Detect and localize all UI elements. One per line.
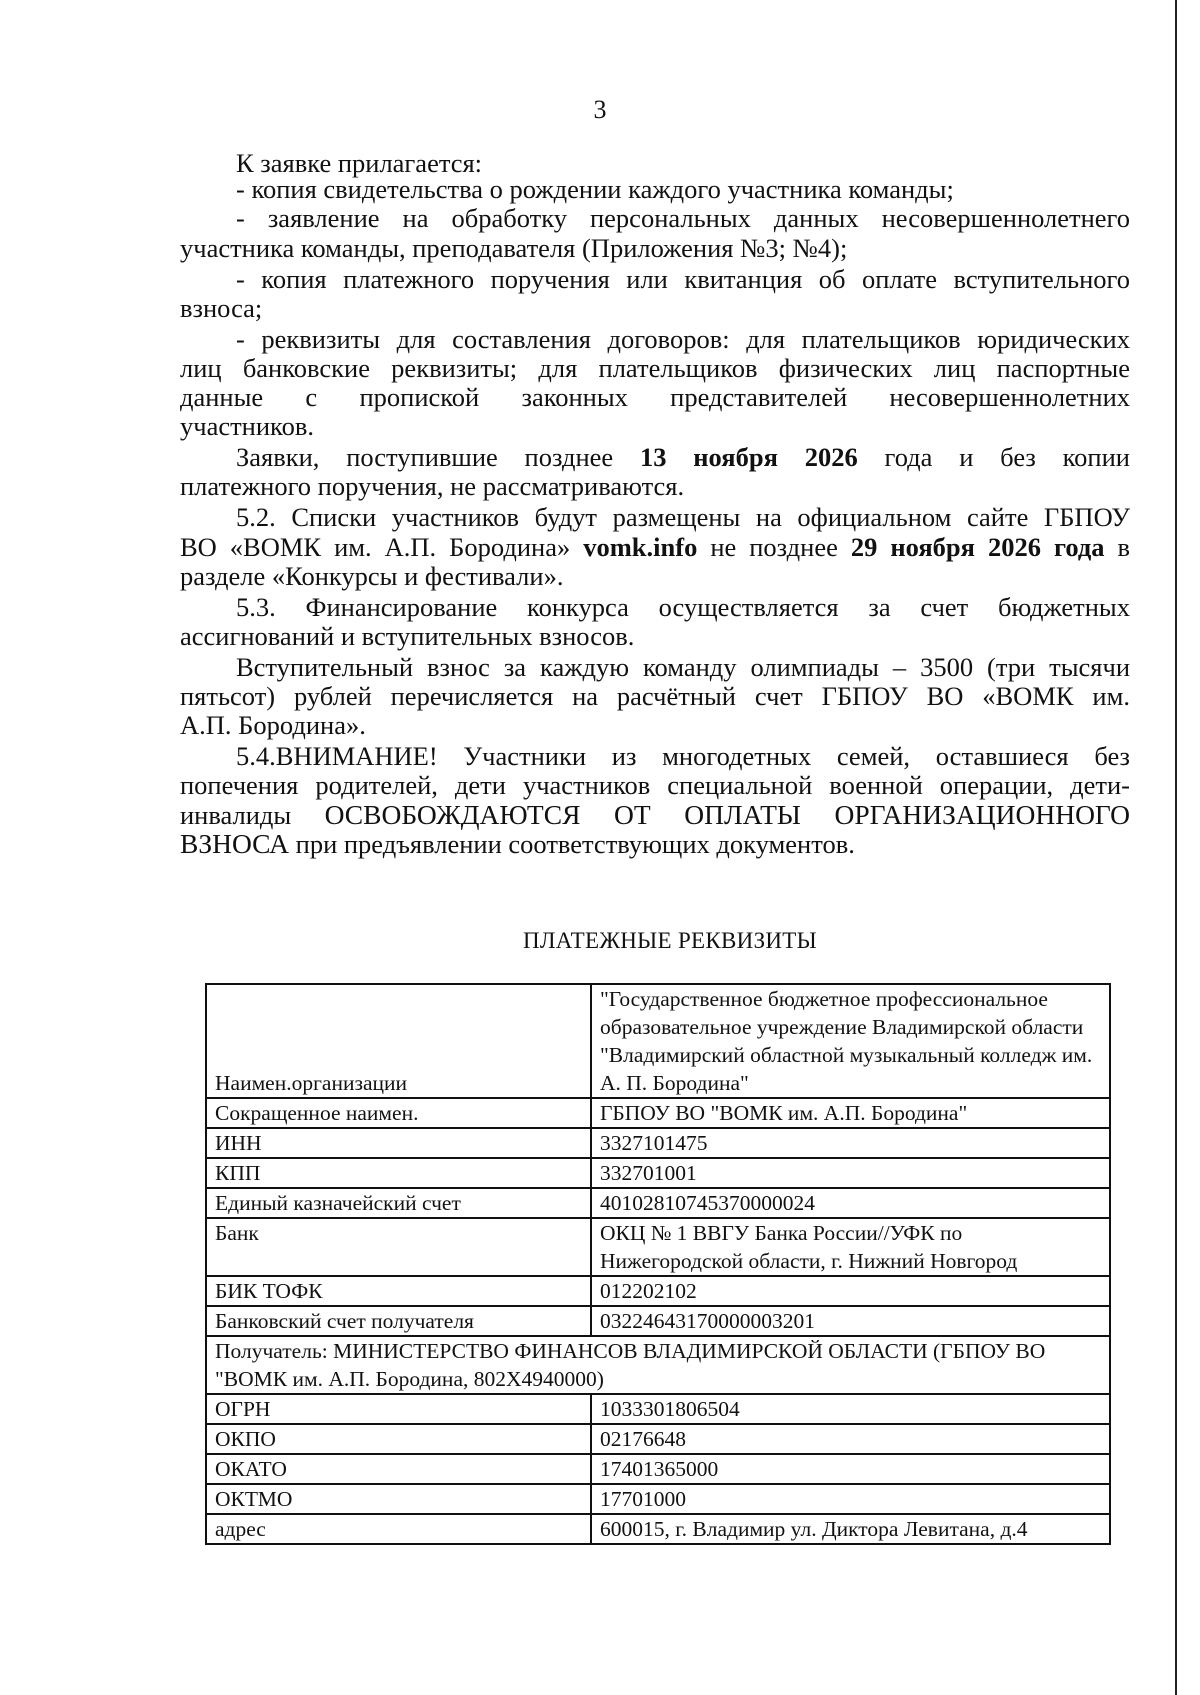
requisite-value: ОКЦ № 1 ВВГУ Банка России//УФК по Нижегородской области, г. Нижний Новгород bbox=[591, 1218, 1110, 1276]
requisite-value: 17701000 bbox=[591, 1484, 1110, 1514]
text-segment: не позднее bbox=[697, 532, 851, 562]
text-segment: 5.4.ВНИМАНИЕ! Участники из многодетных семей, оставшиеся без bbox=[236, 741, 1130, 771]
text-segment: данные с пропиской законных представителей несовершеннолетних bbox=[180, 382, 1130, 412]
exemption-notice: ВЗНОСА bbox=[180, 828, 290, 859]
section-5-4-cont bbox=[180, 769, 1130, 801]
section-5-2-cont bbox=[180, 531, 1130, 563]
text-segment: года и без копии bbox=[857, 442, 1130, 472]
requisite-label: ОКТМО bbox=[206, 1484, 591, 1514]
requisite-value: 600015, г. Владимир ул. Диктора Левитана, д.4 bbox=[591, 1514, 1110, 1544]
attachment-item-consent-cont bbox=[180, 232, 1130, 264]
deadline-paragraph-cont bbox=[180, 470, 1130, 502]
text-segment: К заявке прилагается: bbox=[236, 148, 483, 178]
attachment-item-requisites-cont bbox=[180, 352, 1130, 384]
text-segment: инвалиды bbox=[180, 800, 325, 830]
requisite-value: 332701001 bbox=[591, 1158, 1110, 1188]
requisite-value: 03224643170000003201 bbox=[591, 1306, 1110, 1336]
section-5-4-cont bbox=[180, 828, 1130, 860]
text-segment: взноса; bbox=[180, 293, 263, 323]
table-row bbox=[206, 1128, 1110, 1158]
text-segment: - реквизиты для составления договоров: для плательщиков юридических bbox=[236, 324, 1130, 354]
requisite-value: 02176648 bbox=[591, 1424, 1110, 1454]
requisite-label: Единый казначейский счет bbox=[206, 1188, 591, 1218]
recipient-full-row: Получатель: МИНИСТЕРСТВО ФИНАНСОВ ВЛАДИМИРСКОЙ ОБЛАСТИ (ГБПОУ ВО "ВОМК им. А.П. Бородина, 802Х4940000) bbox=[206, 1336, 1110, 1394]
fee-paragraph bbox=[236, 651, 1130, 683]
requisite-label: ОКПО bbox=[206, 1424, 591, 1454]
payment-requisites-table bbox=[205, 983, 1111, 1545]
table-row bbox=[206, 1218, 1110, 1276]
attachment-item-birth-certificate bbox=[236, 173, 1130, 205]
attachment-item-requisites-cont bbox=[180, 410, 1130, 442]
text-segment: - заявление на обработку персональных данных несовершеннолетнего bbox=[236, 203, 1130, 233]
website-link: vomk.info bbox=[583, 532, 698, 562]
requisite-value: "Государственное бюджетное профессиональное образовательное учреждение Владимирской области "Владимирский областной музыкальный колледж им. А. П. Бородина" bbox=[591, 984, 1110, 1098]
text-segment: пятьсот) рублей перечисляется на расчётный счет ГБПОУ ВО «ВОМК им. bbox=[180, 681, 1130, 711]
exemption-notice: ОСВОБОЖДАЮТСЯ ОТ ОПЛАТЫ ОРГАНИЗАЦИОННОГО bbox=[324, 799, 1130, 830]
text-segment: лиц банковские реквизиты; для плательщиков физических лиц паспортные bbox=[180, 353, 1130, 383]
deadline-date: 13 ноября 2026 bbox=[639, 442, 858, 472]
table-row bbox=[206, 1514, 1110, 1544]
text-segment: при предъявлении соответствующих документов. bbox=[289, 829, 855, 859]
attachment-item-payment-copy-cont bbox=[180, 292, 1130, 324]
requisite-label: Банковский счет получателя bbox=[206, 1306, 591, 1336]
requisite-label: Сокращенное наимен. bbox=[206, 1098, 591, 1128]
text-segment: ассигнований и вступительных взносов. bbox=[180, 621, 635, 651]
payment-requisites-title: ПЛАТЕЖНЫЕ РЕКВИЗИТЫ bbox=[522, 928, 818, 953]
requisite-value: 012202102 bbox=[591, 1276, 1110, 1306]
section-5-2 bbox=[236, 501, 1130, 533]
table-row bbox=[206, 1276, 1110, 1306]
table-row bbox=[206, 1394, 1110, 1424]
text-segment: 5.2. Списки участников будут размещены на официальном сайте ГБПОУ bbox=[236, 502, 1130, 532]
page-number: 3 bbox=[593, 95, 607, 124]
text-segment: попечения родителей, дети участников специальной военной операции, дети- bbox=[180, 770, 1130, 800]
text-segment: Заявки, поступившие позднее bbox=[236, 442, 640, 472]
requisite-value: 3327101475 bbox=[591, 1128, 1110, 1158]
requisite-label: КПП bbox=[206, 1158, 591, 1188]
attachment-item-payment-copy bbox=[236, 263, 1130, 295]
table-row bbox=[206, 1424, 1110, 1454]
fee-paragraph-cont bbox=[180, 680, 1130, 712]
table-row bbox=[206, 1484, 1110, 1514]
requisite-label: Банк bbox=[206, 1218, 591, 1276]
text-segment: А.П. Бородина». bbox=[180, 710, 366, 740]
text-segment: участников. bbox=[180, 411, 314, 441]
table-row bbox=[206, 1188, 1110, 1218]
section-5-3-cont bbox=[180, 620, 1130, 652]
attachment-item-requisites bbox=[236, 323, 1130, 355]
publication-date: 29 ноября 2026 года bbox=[850, 532, 1105, 562]
text-segment: участника команды, преподавателя (Приложения №3; №4); bbox=[180, 233, 848, 263]
table-row bbox=[206, 1306, 1110, 1336]
requisite-value: 17401365000 bbox=[591, 1454, 1110, 1484]
section-5-4-cont bbox=[180, 799, 1130, 831]
text-segment: 5.3. Финансирование конкурса осуществляется за счет бюджетных bbox=[236, 592, 1130, 622]
text-segment: разделе «Конкурсы и фестивали». bbox=[180, 561, 564, 591]
table-row bbox=[206, 984, 1110, 1098]
section-5-3 bbox=[236, 591, 1130, 623]
section-5-4 bbox=[236, 740, 1130, 772]
table-row bbox=[206, 1098, 1110, 1128]
table-row bbox=[206, 1158, 1110, 1188]
table-row bbox=[206, 1454, 1110, 1484]
requisite-label: адрес bbox=[206, 1514, 591, 1544]
text-segment: платежного поручения, не рассматриваются. bbox=[180, 471, 685, 501]
requisite-label: Наимен.организации bbox=[206, 984, 591, 1098]
section-5-2-cont bbox=[180, 560, 1130, 592]
requisite-label: БИК ТОФК bbox=[206, 1276, 591, 1306]
requisite-label: ИНН bbox=[206, 1128, 591, 1158]
text-segment: - копия платежного поручения или квитанция об оплате вступительного bbox=[236, 264, 1130, 294]
requisite-label: ОГРН bbox=[206, 1394, 591, 1424]
text-segment: в bbox=[1104, 532, 1130, 562]
scan-edge-line bbox=[1175, 0, 1177, 1695]
text-segment: - копия свидетельства о рождении каждого участника команды; bbox=[236, 174, 954, 204]
attachment-item-requisites-cont bbox=[180, 381, 1130, 413]
table-row bbox=[206, 1336, 1110, 1394]
text-segment: ВО «ВОМК им. А.П. Бородина» bbox=[180, 532, 584, 562]
requisite-value: 1033301806504 bbox=[591, 1394, 1110, 1424]
fee-paragraph-cont bbox=[180, 709, 1130, 741]
requisite-value: ГБПОУ ВО "ВОМК им. А.П. Бородина" bbox=[591, 1098, 1110, 1128]
attachment-item-consent bbox=[236, 202, 1130, 234]
requisite-value: 40102810745370000024 bbox=[591, 1188, 1110, 1218]
deadline-paragraph bbox=[236, 441, 1130, 473]
text-segment: Вступительный взнос за каждую команду олимпиады – 3500 (три тысячи bbox=[236, 652, 1130, 682]
requisite-label: ОКАТО bbox=[206, 1454, 591, 1484]
